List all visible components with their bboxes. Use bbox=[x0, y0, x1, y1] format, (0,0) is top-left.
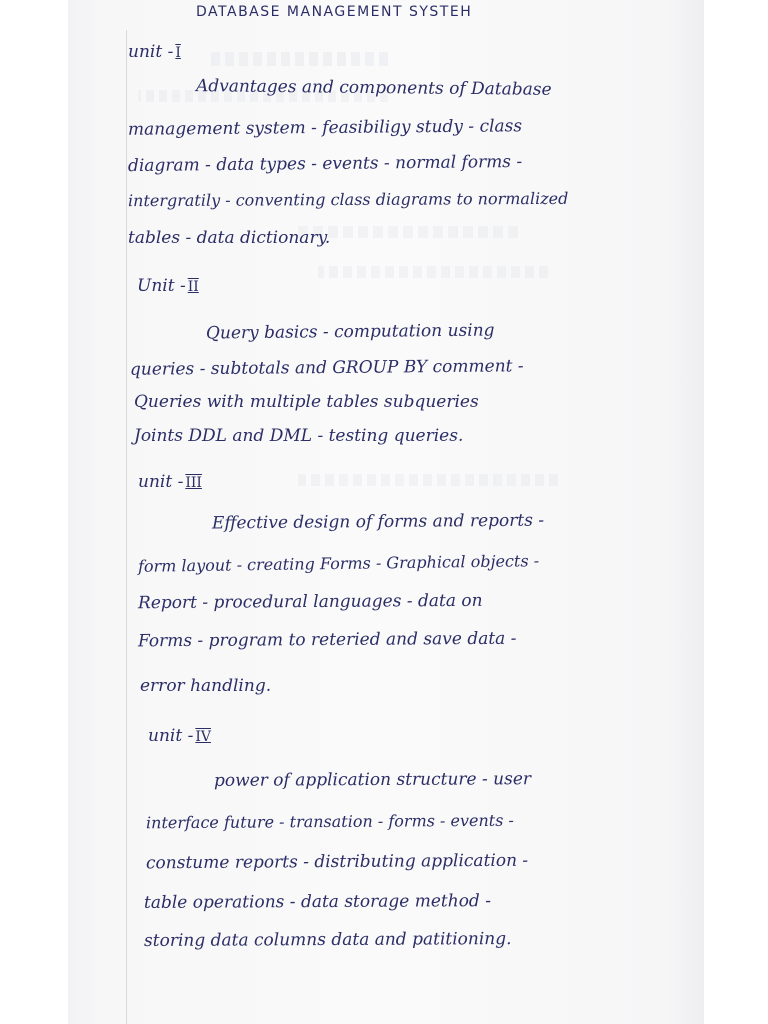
syllabus-line: management system - feasibiligy study - class bbox=[127, 116, 523, 140]
unit-heading-prefix: unit - bbox=[128, 42, 174, 62]
syllabus-line: Query basics - computation using bbox=[205, 320, 495, 344]
syllabus-line: intergratily - conventing class diagrams to normalized bbox=[127, 188, 569, 211]
bleed-through-mark bbox=[208, 52, 388, 66]
syllabus-line: storing data columns data and patitioning. bbox=[143, 929, 512, 951]
unit-numeral: III bbox=[185, 475, 202, 491]
left-border bbox=[0, 0, 68, 1024]
syllabus-line: Queries with multiple tables subqueries bbox=[134, 392, 479, 412]
syllabus-line: Effective design of forms and reports - bbox=[211, 510, 545, 534]
bleed-through-mark bbox=[298, 474, 558, 486]
syllabus-line: Joints DDL and DML - testing queries. bbox=[134, 426, 464, 446]
syllabus-line: constume reports - distributing application - bbox=[145, 850, 529, 874]
syllabus-line: Forms - program to reteried and save data - bbox=[137, 628, 517, 652]
unit-numeral: I bbox=[175, 45, 181, 61]
unit-heading-prefix: unit - bbox=[148, 726, 194, 746]
unit-heading bbox=[128, 44, 181, 61]
unit-heading-prefix: unit - bbox=[138, 472, 184, 492]
syllabus-line: error handling. bbox=[140, 676, 272, 696]
syllabus-line: Report - procedural languages - data on bbox=[137, 590, 483, 614]
unit-numeral: II bbox=[187, 279, 199, 295]
bleed-through-mark bbox=[298, 226, 518, 238]
unit-heading-prefix: Unit - bbox=[137, 276, 186, 296]
unit-heading bbox=[148, 728, 211, 745]
syllabus-line: form layout - creating Forms - Graphical objects - bbox=[137, 551, 540, 576]
syllabus-line: tables - data dictionary. bbox=[128, 228, 331, 248]
page-title: DATABASE MANAGEMENT SYSTEH bbox=[196, 4, 473, 20]
syllabus-line: interface future - transation - forms - events - bbox=[145, 810, 514, 833]
syllabus-line: diagram - data types - events - normal forms - bbox=[127, 151, 523, 177]
unit-numeral: IV bbox=[195, 729, 211, 745]
unit-heading bbox=[137, 278, 199, 295]
syllabus-line: power of application structure - user bbox=[213, 769, 532, 791]
unit-heading bbox=[138, 474, 202, 491]
margin-line bbox=[126, 30, 127, 1024]
syllabus-line: table operations - data storage method - bbox=[143, 891, 491, 913]
syllabus-line: queries - subtotals and GROUP BY comment - bbox=[129, 356, 524, 380]
syllabus-line: Advantages and components of Database bbox=[195, 76, 552, 100]
bleed-through-mark bbox=[318, 266, 548, 278]
